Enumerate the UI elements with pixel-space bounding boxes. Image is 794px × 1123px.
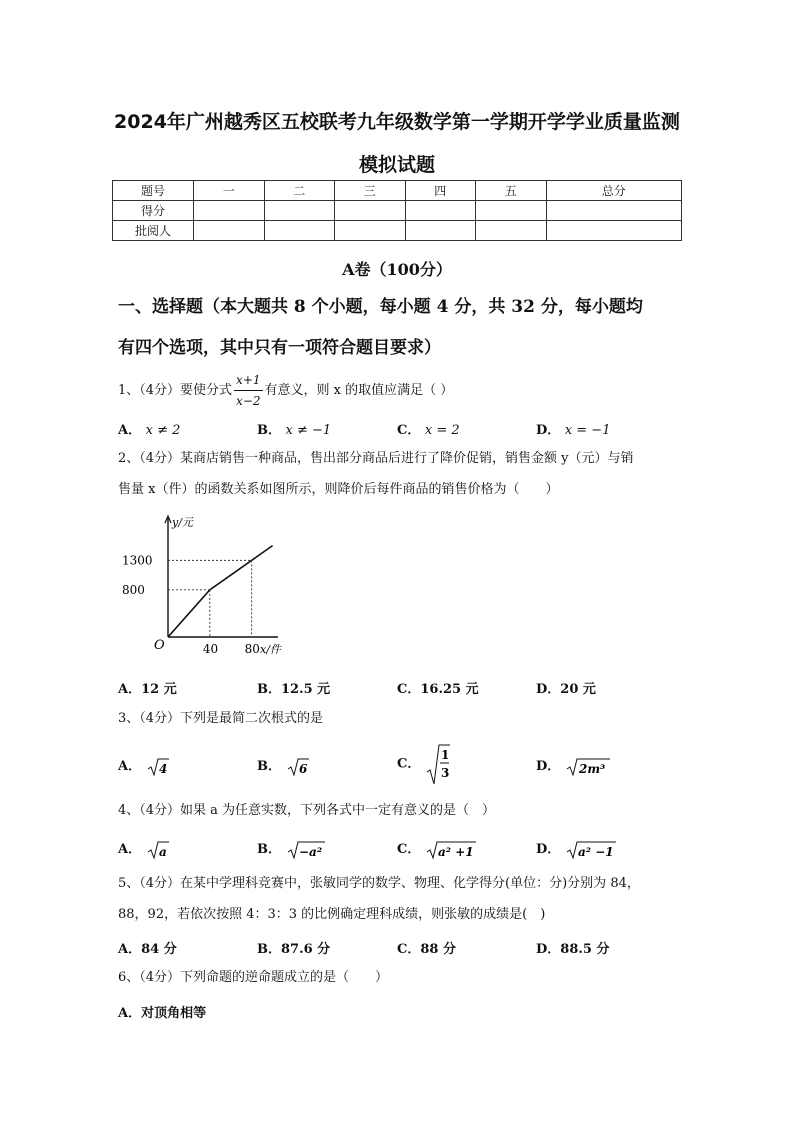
page-title: 2024年广州越秀区五校联考九年级数学第一学期开学学业质量监测 [114, 111, 680, 133]
option-d: D． a² −1 [536, 838, 617, 861]
table-row [113, 201, 682, 221]
radicand: a² −1 [577, 844, 614, 859]
table-cell [405, 201, 476, 221]
radicand: 6 [298, 761, 307, 776]
option-d: D．20 元 [536, 682, 596, 697]
y-tick-label: 1300 [122, 553, 153, 568]
table-cell [476, 221, 547, 241]
option-c: C． 1 3 [397, 742, 451, 786]
table-cell [264, 221, 335, 241]
y-tick-label: 800 [122, 582, 145, 597]
fraction-numerator: x+1 [234, 370, 262, 391]
sqrt-expression [425, 839, 477, 861]
table-cell: 二 [264, 181, 335, 201]
section-heading: A卷（100分） [342, 260, 452, 279]
table-cell [194, 201, 265, 221]
option-b: B． −a² [257, 838, 326, 861]
option-b: B．12.5 元 [257, 682, 331, 697]
question-text: 有意义，则 x 的取值应满足（ ） [264, 383, 454, 398]
option-d: D． 2m³ [536, 755, 611, 778]
option-b: B．87.6 分 [257, 942, 331, 957]
option-c: C．16.25 元 [397, 682, 479, 697]
page-subtitle: 模拟试题 [358, 154, 435, 176]
table-row [113, 181, 682, 201]
table-cell: 四 [405, 181, 476, 201]
option-b: B． 6 [257, 755, 310, 778]
table-cell: 五 [476, 181, 547, 201]
table-cell [335, 221, 406, 241]
x-tick-label: 80 [244, 642, 260, 656]
option-c: C． x = 2 [397, 423, 460, 438]
table-cell: 总分 [546, 181, 682, 201]
radicand: 4 [158, 761, 167, 776]
sqrt-fraction-expression [425, 742, 451, 786]
table-cell [476, 201, 547, 221]
question-1 [118, 370, 453, 411]
option-b: B． x ≠ −1 [257, 423, 332, 438]
sqrt-expression [146, 756, 170, 778]
table-cell [546, 221, 682, 241]
table-cell: 一 [194, 181, 265, 201]
option-a: A．对顶角相等 [118, 1006, 207, 1021]
sqrt-expression [565, 756, 611, 778]
table-cell: 三 [335, 181, 406, 201]
radicand: −a² [298, 844, 322, 859]
option-a: A． x ≠ 2 [118, 423, 181, 438]
option-c: C．88 分 [397, 942, 456, 957]
fraction [234, 370, 262, 411]
radicand: a [158, 844, 167, 859]
x-tick-label: 40 [202, 642, 219, 656]
option-d: D． x = −1 [536, 423, 611, 438]
sqrt-expression [286, 839, 326, 861]
radicand: a² +1 [437, 844, 474, 859]
sqrt-expression [146, 839, 170, 861]
option-a: A． 4 [118, 755, 170, 778]
score-table [112, 180, 682, 241]
radicand: 2m³ [578, 761, 606, 776]
y-axis-label: y/元 [172, 516, 193, 529]
table-cell [194, 221, 265, 241]
option-d: D．88.5 分 [536, 942, 610, 957]
radicand-denominator: 3 [440, 766, 450, 780]
table-row [113, 221, 682, 241]
sqrt-expression [565, 839, 617, 861]
question-text: 1、（4分）要使分式 [118, 383, 233, 398]
question-4: 4、（4分）如果 a 为任意实数，下列各式中一定有意义的是（ ） [118, 803, 496, 818]
x-axis-label: x/件 [260, 643, 281, 656]
table-cell [335, 201, 406, 221]
table-cell [264, 201, 335, 221]
series-line [168, 546, 273, 637]
table-cell: 得分 [113, 201, 194, 221]
question-6: 6、（4分）下列命题的逆命题成立的是（ ） [118, 970, 389, 985]
line-chart [120, 512, 300, 662]
origin-label: O [154, 638, 165, 653]
table-cell: 批阅人 [113, 221, 194, 241]
question-2-line2: 售量 x（件）的函数关系如图所示，则降价后每件商品的销售价格为（ ） [118, 482, 559, 497]
sqrt-expression [286, 756, 310, 778]
fraction-denominator: x−2 [236, 394, 261, 408]
option-a: A．12 元 [118, 682, 177, 697]
option-a: A． a [118, 838, 170, 861]
question-3: 3、（4分）下列是最简二次根式的是 [118, 711, 324, 726]
part-heading-line1: 一、选择题（本大题共 8 个小题，每小题 4 分，共 32 分，每小题均 [118, 297, 643, 317]
question-5-line2: 88，92，若依次按照 4：3：3 的比例确定理科成绩，则张敏的成绩是( ) [118, 907, 546, 922]
question-5-line1: 5、（4分）在某中学理科竞赛中，张敏同学的数学、物理、化学得分(单位：分)分别为 84， [118, 876, 640, 891]
question-2-line1: 2、（4分）某商店销售一种商品，售出部分商品后进行了降价促销，销售金额 y（元）与销 [118, 451, 634, 466]
table-cell [405, 221, 476, 241]
part-heading-line2: 有四个选项，其中只有一项符合题目要求） [118, 338, 441, 358]
table-cell: 题号 [113, 181, 194, 201]
table-cell [546, 201, 682, 221]
radicand-numerator: 1 [440, 748, 450, 762]
option-c: C． a² +1 [397, 838, 477, 861]
option-a: A．84 分 [118, 942, 177, 957]
